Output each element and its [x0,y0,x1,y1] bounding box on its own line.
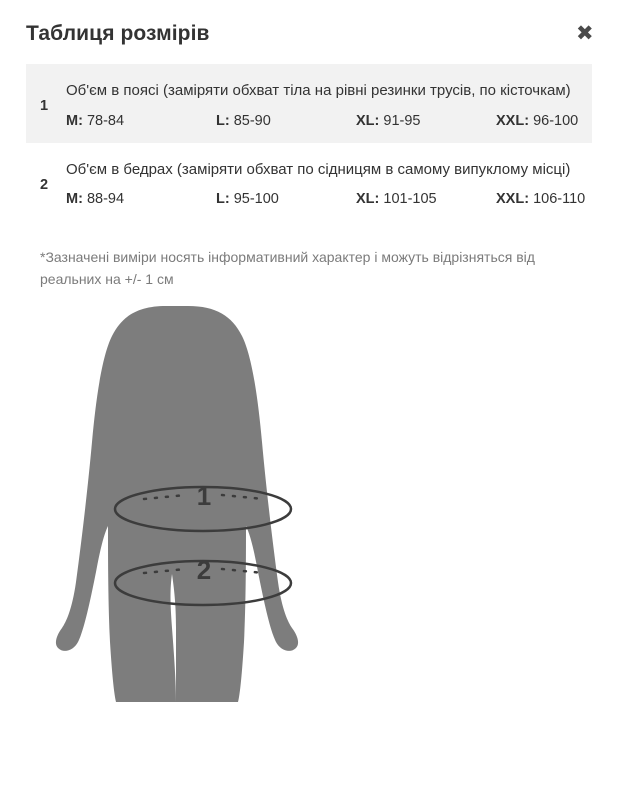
size-cell-xxl [496,191,585,207]
size-label-xl: XL: [356,112,380,129]
row-number: 2 [40,176,49,193]
size-label-l: L: [216,191,230,207]
size-value-m: 88-94 [86,191,125,207]
waist-label: 1 [196,481,212,512]
size-value-xxl: 96-100 [533,112,579,129]
measurement-list [0,64,618,298]
size-label-xxl: XXL: [496,112,530,129]
body-diagram [0,302,618,702]
body-silhouette [56,306,298,702]
measurement-description: Об'єм в бедрах (заміряти обхват по сідницям в самому випуклому місці) [66,160,571,178]
hips-label: 2 [196,555,212,586]
size-label-m: M: [66,191,83,207]
size-cell-l [216,113,356,129]
size-value-m: 78-84 [86,112,125,129]
size-cell-xl [356,191,496,207]
close-icon[interactable]: ✖ [570,20,596,46]
size-cell-m [66,191,216,207]
body-figure-svg [26,302,396,702]
size-value-xxl: 106-110 [533,191,586,207]
size-label-m: M: [66,112,83,129]
row-body [66,80,578,129]
size-value-l: 85-90 [233,112,271,129]
row-number: 1 [40,98,49,114]
size-cell-xl [356,113,496,129]
measurement-row-2 [26,143,592,222]
size-values [66,191,585,207]
page-title: Таблиця розмірів [26,22,210,45]
size-cell-m [66,113,216,129]
measurement-description: Об'єм в поясі (заміряти обхват тіла на рівні резинки трусів, по кісточкам) [66,82,571,99]
disclaimer-note: *Зазначені виміри носять інформативний характер і можуть відрізняться від реальних на +/- 1 см [40,249,535,287]
size-cell-xxl [496,113,578,129]
size-value-l: 95-100 [233,191,279,207]
size-value-xl: 101-105 [383,191,437,207]
row-body [66,159,585,208]
measurement-row-1 [26,64,592,143]
size-label-l: L: [216,112,230,129]
size-values [66,113,578,129]
size-label-xl: XL: [356,191,380,207]
size-cell-l [216,191,356,207]
modal-header [0,0,618,64]
size-label-xxl: XXL: [496,191,530,207]
size-value-xl: 91-95 [383,112,421,129]
